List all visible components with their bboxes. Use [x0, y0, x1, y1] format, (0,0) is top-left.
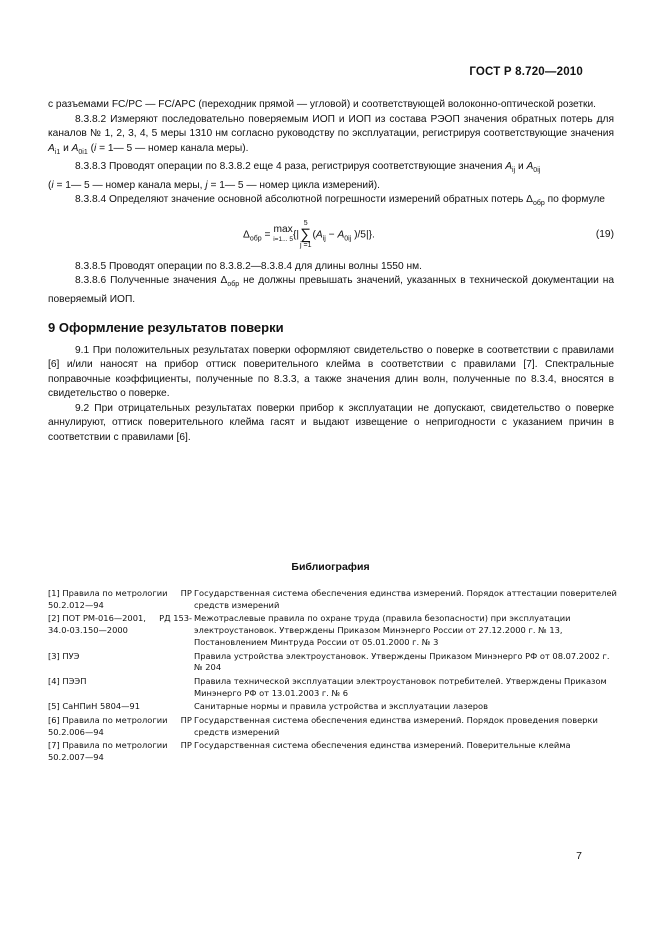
bibliography-item — [48, 613, 618, 648]
paragraph-9-1: 9.1 При положительных результатах поверки оформляют свидетельство о поверке в соответствии с правилами [6] и/или наносят на прибор оттиск поверительного клейма в соответствии с правилами [7]. Спектральные поправочные коэффициенты, полученные по 8.3.3, а также значения длин волн, полученные по 8.3.4, вносятся в свидетельство о поверке. — [48, 344, 614, 400]
paragraph-8-3-8-5: 8.3.8.5 Проводят операции по 8.3.8.2—8.3.8.4 для длины волны 1550 нм. — [75, 260, 422, 272]
section-9-title: 9 Оформление результатов поверки — [48, 320, 284, 336]
formula-19 — [48, 214, 614, 254]
bibliography-item — [48, 701, 618, 713]
sum-operator: 5 ∑ j =1 — [300, 219, 312, 249]
bibliography-ref: [5] СаНПиН 5804—91 — [48, 701, 140, 712]
paragraph-continuation: с разъемами FC/PC — FC/APC (переходник прямой — угловой) и соответствующей волоконно-оптической розетки. — [48, 99, 596, 110]
bibliography-ref: [1] Правила по метрологии ПР 50.2.012—94 — [48, 588, 192, 610]
paragraph-9-2: 9.2 При отрицательных результатах поверки прибор к эксплуатации не допускают, свидетельство о поверке аннулируют, оттиск поверительного клейма гасят и выдают извещение о непригодности с указанием причин в соответствии с правилами [6]. — [48, 402, 614, 443]
bibliography-item — [48, 676, 618, 699]
bibliography-desc: Государственная система обеспечения единства измерений. Порядок проведения поверки средств измерений — [194, 715, 598, 737]
paragraph-8-3-8-2: 8.3.8.2 Измеряют последовательно поверяемым ИОП и ИОП из состава РЭОП значения обратных потерь для каналов № 1, 2, 3, 4, 5 меры 1310 нм согласно руководству по эксплуатации, регистрируя соответствующие значения $A_{i1}$ и $A_{0i1}$ (i = 1— 5 — номер канала меры). — [48, 113, 614, 156]
document-header: ГОСТ Р 8.720—2010 — [469, 66, 583, 78]
paragraph-8-3-8-6: 8.3.8.6 Полученные значения $\Delta_{обр}$ не должны превышать значений, указанных в технической документации на поверяемый ИОП. — [48, 275, 614, 305]
bibliography-ref: [2] ПОТ РМ-016—2001, РД 153-34.0-03.150—2000 — [48, 613, 193, 636]
bibliography-list — [48, 588, 618, 766]
bibliography-desc: Межотраслевые правила по охране труда (правила безопасности) при эксплуатации электроустановок. Утверждены Приказом Минэнерго России от 27.12.2000 г. № 13, Постановлением Минтруда России от 05.01.2000 г. № 3 — [194, 613, 571, 647]
paragraph-8-3-8-3: 8.3.8.3 Проводят операции по 8.3.8.2 еще 4 раза, регистрируя соответствующие значения $A_{ij}$ и $A_{0ij}$ (i = 1— 5 — номер канала меры, j = 1— 5 — номер цикла измерений). — [48, 161, 541, 191]
bibliography-desc: Государственная система обеспечения единства измерений. Поверительные клейма — [194, 740, 571, 751]
bibliography-desc: Правила устройства электроустановок. Утверждены Приказом Минэнерго РФ от 08.07.2002 г. № 204 — [194, 650, 610, 673]
bibliography-item — [48, 651, 618, 674]
bibliography-item — [48, 588, 618, 611]
bibliography-item — [48, 740, 618, 763]
bibliography-desc: Правила технической эксплуатации электроустановок потребителей. Утверждены Приказом Минэнерго РФ от 13.01.2003 г. № 6 — [194, 675, 607, 698]
bibliography-ref: [6] Правила по метрологии ПР 50.2.006—94 — [48, 715, 192, 737]
body-text — [48, 98, 614, 445]
formula-number: (19) — [595, 228, 614, 240]
bibliography-item — [48, 715, 618, 738]
paragraph-8-3-8-4: 8.3.8.4 Определяют значение основной абсолютной погрешности измерений обратных потерь $\Delta_{обр}$ по формуле — [75, 194, 605, 208]
bibliography-desc: Санитарные нормы и правила устройства и эксплуатации лазеров — [194, 701, 488, 712]
bibliography-ref: [4] ПЭЭП — [48, 675, 87, 686]
bibliography-ref: [7] Правила по метрологии ПР 50.2.007—94 — [48, 740, 192, 763]
page-number: 7 — [576, 850, 582, 862]
bibliography-title: Библиография — [291, 561, 370, 573]
formula-expression: $\Delta_{обр} = \max$ i=1... 5 {|5 ∑ $j =1(A_{ij} - A_{0ij}$ )/5|}. — [243, 219, 375, 249]
max-operator: max i=1... 5 — [273, 223, 293, 243]
bibliography-desc: Государственная система обеспечения единства измерений. Порядок аттестации поверителей средств измерений — [194, 588, 617, 610]
bibliography-ref: [3] ПУЭ — [48, 650, 80, 661]
